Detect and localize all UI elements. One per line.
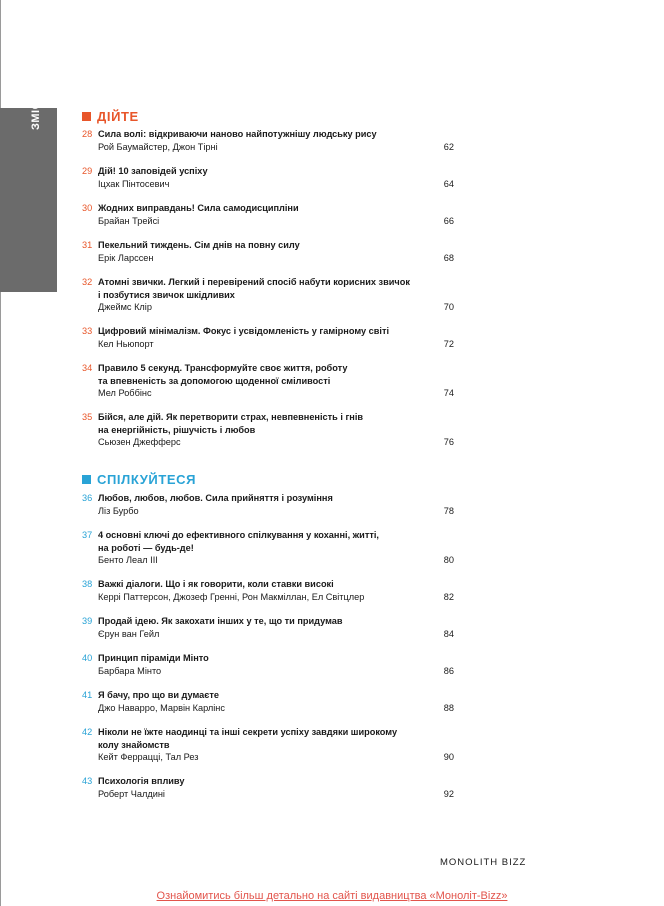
entry-author: Барбара Мінто	[98, 665, 162, 676]
entry-number: 38	[82, 579, 93, 589]
entry-title: Важкі діалоги. Що і як говорити, коли ставки високі	[98, 579, 334, 589]
section-square-icon	[82, 475, 91, 484]
entry-number: 30	[82, 203, 93, 213]
entry-author: Брайан Трейсі	[98, 215, 160, 226]
entry-title: Пекельний тиждень. Сім днів на повну силу	[98, 240, 300, 250]
toc-entry[interactable]	[82, 652, 454, 677]
entry-title: Дій! 10 заповідей успіху	[98, 166, 208, 176]
entry-author: Бенто Леал ІІІ	[98, 555, 158, 565]
entry-page-number: 68	[443, 252, 454, 263]
section-heading	[82, 472, 196, 487]
toc-entry[interactable]	[82, 165, 454, 190]
side-tab-label: ЗМІСТ	[30, 94, 42, 130]
entry-number: 40	[82, 653, 93, 663]
entry-author: Керрі Паттерсон, Джозеф Гренні, Рон Макміллан, Ел Світцлер	[98, 591, 365, 602]
entry-page-number: 78	[443, 505, 454, 516]
entry-title: та впевненість за допомогою щоденної сміливості	[98, 375, 331, 386]
entry-page-number: 62	[443, 141, 454, 152]
entry-page-number: 72	[443, 338, 454, 349]
entry-number: 28	[82, 129, 93, 139]
entry-number: 39	[82, 616, 93, 626]
entry-number: 29	[82, 166, 93, 176]
entry-page-number: 82	[443, 591, 454, 602]
entry-author: Мел Роббінс	[98, 388, 152, 398]
toc-entry[interactable]	[82, 529, 454, 567]
entry-title: Психологія впливу	[98, 776, 185, 786]
toc-entry[interactable]	[82, 202, 454, 227]
entry-author: Рой Баумайстер, Джон Тірні	[98, 141, 218, 152]
section-heading	[82, 109, 139, 124]
entry-title: 4 основні ключі до ефективного спілкування у коханні, житті,	[98, 530, 379, 540]
entry-page-number: 64	[443, 178, 454, 189]
toc-entry[interactable]	[82, 411, 454, 449]
entry-number: 37	[82, 530, 93, 540]
entry-page-number: 90	[443, 752, 454, 762]
publisher-name: MONOLITH BIZZ	[440, 857, 527, 868]
entry-title: Бійся, але дій. Як перетворити страх, невпевненість і гнів	[98, 412, 364, 422]
entry-page-number: 74	[443, 388, 454, 398]
entry-number: 41	[82, 690, 93, 700]
entry-title: Принцип піраміди Мінто	[98, 653, 209, 663]
entry-title: на енергійність, рішучість і любов	[98, 424, 256, 435]
publisher-website-link[interactable]: Ознайомитись більш детально на сайті видавництва «Моноліт-Bizz»	[156, 890, 508, 902]
entry-number: 35	[82, 412, 93, 422]
entry-title: Любов, любов, любов. Сила прийняття і розуміння	[98, 493, 333, 503]
entry-author: Кейт Феррацці, Тал Рез	[98, 752, 199, 762]
entry-page-number: 86	[443, 665, 454, 676]
entry-number: 33	[82, 326, 93, 336]
entry-number: 34	[82, 363, 93, 373]
entry-number: 32	[82, 277, 93, 287]
toc-entry[interactable]	[82, 362, 454, 400]
entry-title: Сила волі: відкриваючи наново найпотужнішу людську рису	[98, 129, 377, 139]
toc-entry[interactable]	[82, 492, 454, 517]
entry-title: Правило 5 секунд. Трансформуйте своє життя, роботу	[98, 363, 348, 373]
entry-author: Іцхак Пінтосевич	[98, 178, 170, 189]
toc-entry[interactable]	[82, 325, 454, 350]
entry-author: Ерік Ларссен	[98, 252, 154, 263]
entry-page-number: 92	[443, 788, 454, 799]
entry-number: 36	[82, 493, 93, 503]
entry-page-number: 80	[443, 555, 454, 565]
toc-entry[interactable]	[82, 615, 454, 640]
entry-title: Ніколи не їжте наодинці та інші секрети успіху завдяки широкому	[98, 727, 398, 737]
entry-number: 43	[82, 776, 93, 786]
entry-author: Єрун ван Гейл	[98, 628, 160, 639]
entry-title: Жодних виправдань! Сила самодисципліни	[98, 203, 299, 213]
entry-title: і позбутися звичок шкідливих	[98, 289, 235, 300]
entry-title: колу знайомств	[98, 739, 170, 750]
entry-number: 31	[82, 240, 93, 250]
entry-author: Роберт Чалдині	[98, 788, 165, 799]
section-title: ДІЙТЕ	[97, 109, 139, 124]
entry-author: Кел Ньюпорт	[98, 338, 154, 349]
entry-author: Джеймс Клір	[98, 302, 152, 312]
section-title: СПІЛКУЙТЕСЯ	[97, 472, 197, 487]
section-square-icon	[82, 112, 91, 121]
entry-title: Атомні звички. Легкий і перевірений спосіб набути корисних звичок	[98, 277, 410, 287]
entry-author: Джо Наварро, Марвін Карлінс	[98, 702, 225, 713]
toc-entry[interactable]	[82, 689, 454, 714]
entry-page-number: 66	[443, 215, 454, 226]
entry-page-number: 70	[443, 302, 454, 312]
entry-title: Продай ідею. Як закохати інших у те, що ти придумав	[98, 616, 343, 626]
toc-entry[interactable]	[82, 276, 454, 314]
toc-entry[interactable]	[82, 775, 454, 800]
side-tab	[0, 94, 57, 292]
entry-page-number: 76	[443, 437, 454, 447]
toc-entry[interactable]	[82, 128, 454, 153]
entry-title: Я бачу, про що ви думаєте	[98, 690, 219, 700]
entry-author: Сьюзен Джефферс	[98, 437, 181, 447]
entry-page-number: 88	[443, 702, 454, 713]
toc-entry[interactable]	[82, 726, 454, 764]
entry-author: Ліз Бурбо	[98, 505, 139, 516]
entry-page-number: 84	[443, 628, 454, 639]
entry-title: Цифровий мінімалізм. Фокус і усвідомленість у гамірному світі	[98, 326, 390, 336]
entry-title: на роботі — будь-де!	[98, 542, 194, 553]
toc-entry[interactable]	[82, 239, 454, 264]
toc-entry[interactable]	[82, 578, 454, 603]
entry-number: 42	[82, 727, 93, 737]
